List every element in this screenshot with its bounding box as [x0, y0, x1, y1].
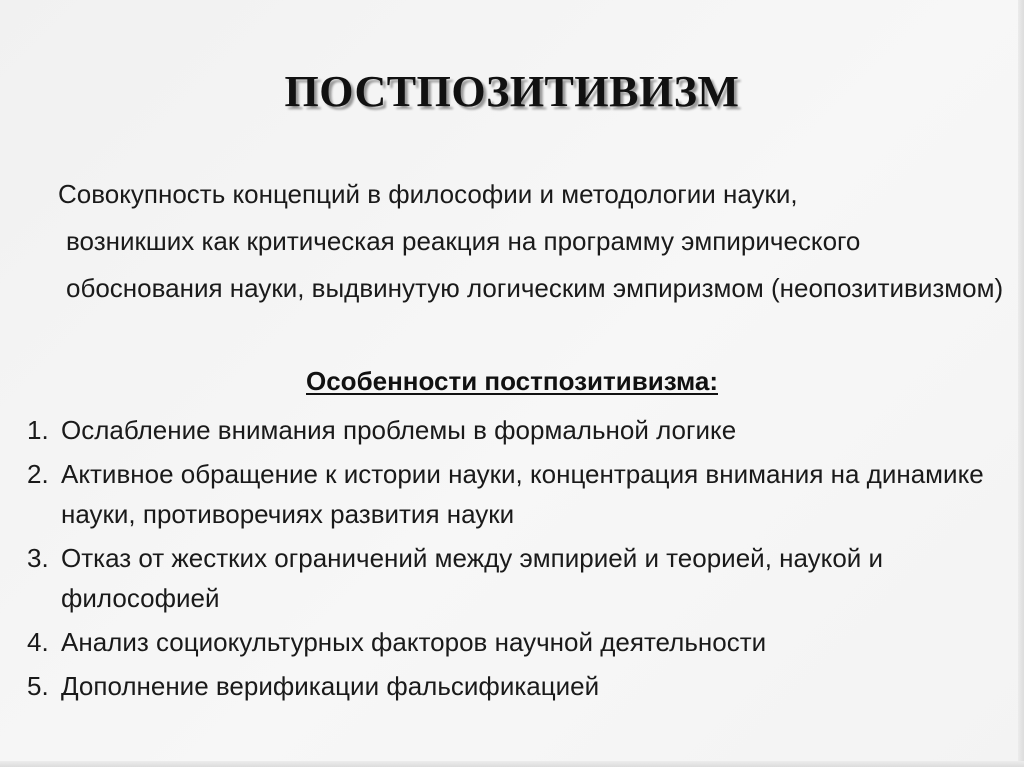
feature-text: Активное обращение к истории науки, концентрация внимания на динамике науки, противоречиях развития науки: [61, 459, 984, 529]
feature-number: 1.: [27, 415, 49, 445]
features-list: [27, 410, 997, 710]
feature-number: 2.: [27, 459, 49, 489]
feature-text: Дополнение верификации фальсификацией: [61, 671, 600, 701]
definition-first-line: Совокупность концепций в философии и методологии науки,: [58, 179, 798, 209]
feature-item: [27, 454, 997, 534]
slide-title: ПОСТПОЗИТИВИЗМ: [284, 67, 740, 116]
features-heading: Особенности постпозитивизма:: [306, 366, 718, 396]
feature-item: [27, 622, 997, 662]
feature-number: 4.: [27, 627, 49, 657]
feature-item: [27, 410, 997, 450]
feature-number: 3.: [27, 543, 49, 573]
slide-edge-bottom: [0, 761, 1024, 767]
definition-rest: возникших как критическая реакция на программу эмпирического обоснования науки, выдвинутую логическим эмпиризмом (неопозитивизмом): [66, 226, 1004, 303]
feature-text: Отказ от жестких ограничений между эмпирией и теорией, наукой и философией: [61, 543, 884, 613]
feature-item: [27, 538, 997, 618]
feature-number: 5.: [27, 671, 49, 701]
feature-item: [27, 666, 997, 706]
feature-text: Ослабление внимания проблемы в формальной логике: [61, 415, 737, 445]
feature-text: Анализ социокультурных факторов научной деятельности: [61, 627, 767, 657]
definition-paragraph: [36, 171, 1016, 312]
